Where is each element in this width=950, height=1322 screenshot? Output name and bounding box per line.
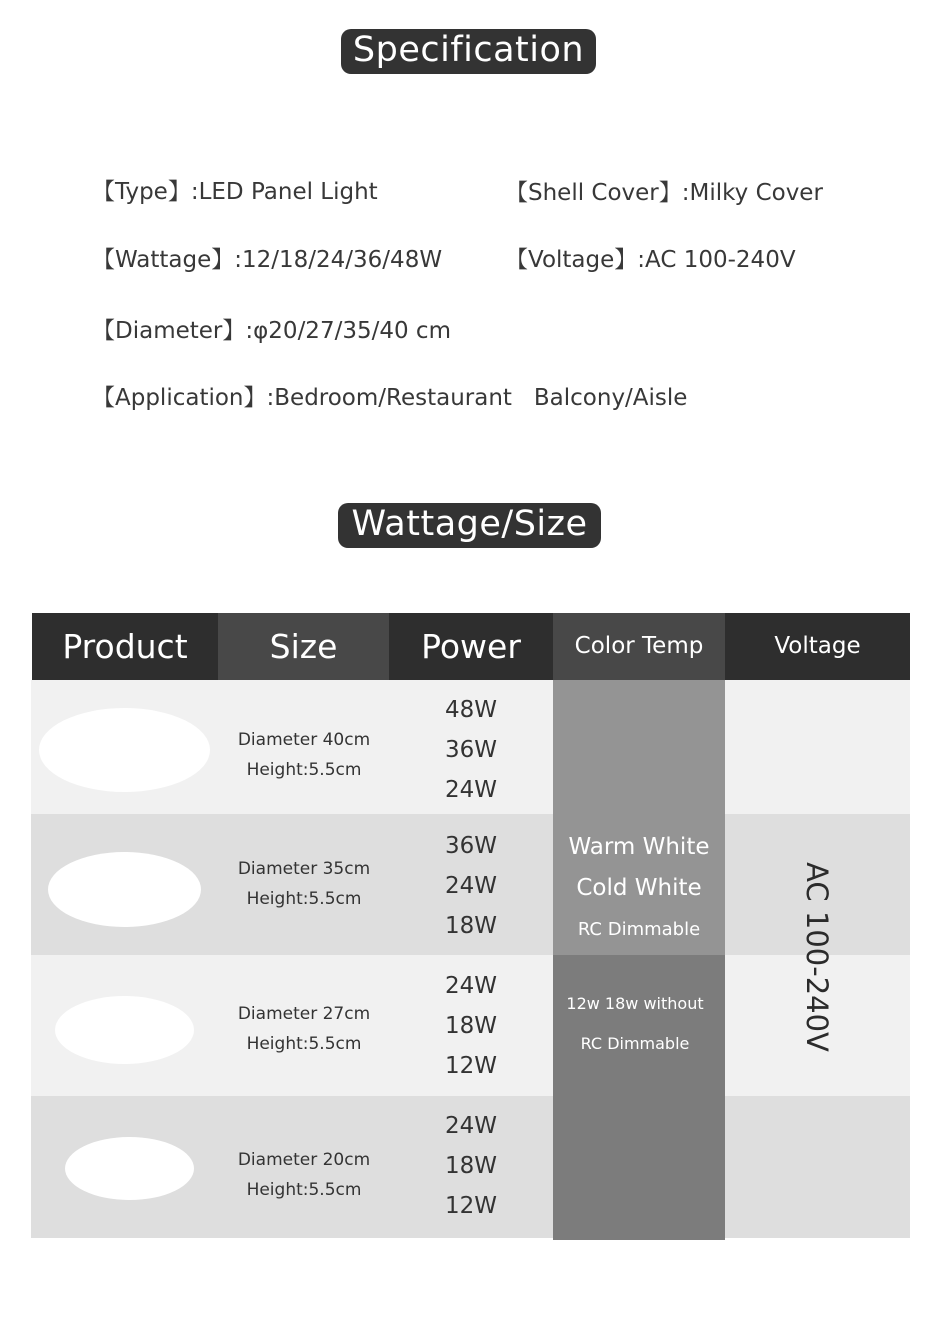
power-value: 12W <box>444 1193 497 1219</box>
size-height: Height:5.5cm <box>246 889 362 909</box>
color-temp-note-line2: RC Dimmable <box>580 1034 690 1053</box>
size-height: Height:5.5cm <box>246 1034 362 1054</box>
power-cell <box>389 966 553 1086</box>
header-product: Product <box>32 613 218 680</box>
size-diameter: Diameter 20cm <box>237 1150 371 1170</box>
color-temp-warm: Warm White <box>568 834 710 860</box>
color-temp-cell-dimmable <box>553 680 725 955</box>
size-cell <box>218 725 390 785</box>
power-value: 24W <box>444 873 497 899</box>
power-value: 18W <box>444 1013 497 1039</box>
size-diameter: Diameter 35cm <box>237 859 371 879</box>
lamp-image-27cm <box>55 996 194 1064</box>
power-value: 48W <box>444 697 497 723</box>
color-temp-dimmable: RC Dimmable <box>577 919 701 940</box>
spec-diameter: 【Diameter】:φ20/27/35/40 cm <box>92 318 451 344</box>
power-value: 12W <box>444 1053 497 1079</box>
voltage-value: AC 100-240V <box>800 862 834 1052</box>
size-diameter: Diameter 40cm <box>237 730 371 750</box>
spec-wattage: 【Wattage】:12/18/24/36/48W <box>92 247 443 273</box>
size-cell <box>218 854 390 914</box>
spec-application: 【Application】:Bedroom/Restaurant Balcony/Aisle <box>92 385 688 411</box>
power-value: 24W <box>444 1113 497 1139</box>
lamp-image-35cm <box>48 852 201 927</box>
header-color-temp: Color Temp <box>553 613 725 680</box>
header-voltage: Voltage <box>725 613 910 680</box>
color-temp-note-line1: 12w 18w without <box>566 994 704 1013</box>
power-cell <box>389 1106 553 1226</box>
wattage-size-title: Wattage/Size <box>338 503 601 548</box>
spec-voltage: 【Voltage】:AC 100-240V <box>505 247 796 273</box>
lamp-image-40cm <box>39 708 210 792</box>
spec-type: 【Type】:LED Panel Light <box>92 179 378 205</box>
lamp-image-20cm <box>65 1137 194 1200</box>
header-size: Size <box>218 613 389 680</box>
power-value: 18W <box>444 1153 497 1179</box>
size-cell <box>218 999 390 1059</box>
size-cell <box>218 1145 390 1205</box>
size-diameter: Diameter 27cm <box>237 1004 371 1024</box>
power-value: 18W <box>444 913 497 939</box>
size-height: Height:5.5cm <box>246 760 362 780</box>
header-power: Power <box>389 613 553 680</box>
power-value: 24W <box>444 777 497 803</box>
size-height: Height:5.5cm <box>246 1180 362 1200</box>
power-cell <box>389 826 553 946</box>
power-value: 24W <box>444 973 497 999</box>
power-cell <box>389 690 553 810</box>
power-value: 36W <box>444 737 497 763</box>
power-value: 36W <box>444 833 497 859</box>
spec-shell-cover: 【Shell Cover】:Milky Cover <box>505 180 823 206</box>
specification-title: Specification <box>341 29 596 74</box>
color-temp-cold: Cold White <box>576 875 702 901</box>
